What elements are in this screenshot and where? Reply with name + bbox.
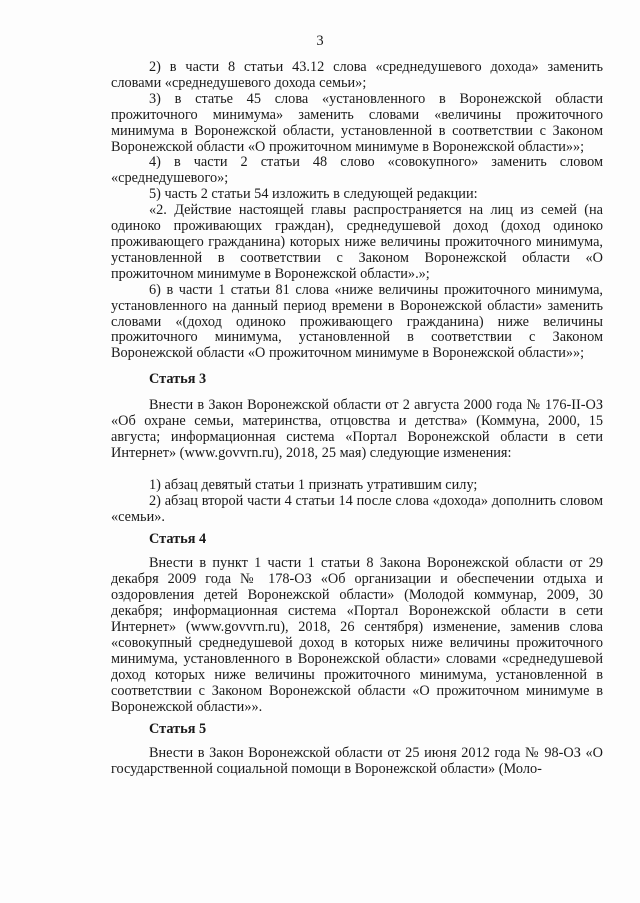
article-3-intro: Внести в Закон Воронежской области от 2 августа 2000 года № 176-II-ОЗ «Об охране семьи, материнства, отцовства и детства» (Коммуна, 2000, 15 августа; информационная система «Портал Воронежской области в сети Интернет» (www.govvrn.ru), 2018, 25 мая) следующие изменения: [111, 397, 603, 461]
paragraph-amendment-6: 6) в части 1 статьи 81 слова «ниже величины прожиточного минимума, установленного на данный период времени в Воронежской области» заменить словами «(доход одиноко проживающего гражданина) ниже величины прожиточного минимума, установленной в соответствии с Законом Воронежской области «О прожиточном минимуме в Воронежской области»»; [111, 281, 603, 362]
page-number: 3 [316, 33, 324, 49]
article-3-heading: Статья 3 [149, 371, 207, 388]
paragraph-amendment-2: 2) в части 8 статьи 43.12 слова «среднедушевого дохода» заменить словами «среднедушевого дохода семьи»; [111, 59, 603, 91]
article-4-text: Внести в пункт 1 части 1 статьи 8 Закона Воронежской области от 29 декабря 2009 года № 178-ОЗ «Об организации и обеспечении отдыха и оздоровления детей Воронежской области» (Молодой коммунар, 2009, 30 декабря; информационная система «Портал Воронежской области в сети Интернет» (www.govvrn.ru), 2018, 26 сентября) изменение, заменив слова «совокупный среднедушевой доход в которых ниже величины прожиточного минимума, установленного в Воронежской области» словами «среднедушевой доход которых ниже величины прожиточного минимума, установленной в соответствии с Законом Воронежской области «О прожиточном минимуме в Воронежской области»». [111, 555, 603, 715]
document-body [111, 60, 603, 778]
paragraph-amendment-3: 3) в статье 45 слова «установленного в Воронежской области прожиточного минимума» заменить словами «величины прожиточного минимума в Воронежской области, установленной в соответствии с Законом Воронежской области «О прожиточном минимуме в Воронежской области»»; [111, 90, 603, 155]
article-3-item-1: 1) абзац девятый статьи 1 признать утратившим силу; [149, 476, 478, 493]
article-3-item-2: 2) абзац второй части 4 статьи 14 после слова «дохода» дополнить словом «семьи». [111, 492, 603, 525]
article-5-text: Внести в Закон Воронежской области от 25 июня 2012 года № 98-ОЗ «О государственной социальной помощи в Воронежской области» (Моло- [111, 745, 603, 778]
paragraph-amendment-4: 4) в части 2 статьи 48 слово «совокупного» заменить словом «среднедушевого»; [111, 154, 603, 187]
paragraph-new-wording: «2. Действие настоящей главы распространяется на лиц из семей (на одиноко проживающих граждан), среднедушевой доход (доход одиноко проживающего гражданина) которых ниже величины прожиточного минимума, установленной в соответствии с Законом Воронежской области «О прожиточном минимуме в Воронежской области».»; [111, 202, 603, 282]
paragraph-amendment-5: 5) часть 2 статьи 54 изложить в следующей редакции: [149, 186, 478, 203]
article-5-heading: Статья 5 [149, 721, 207, 738]
article-4-heading: Статья 4 [149, 531, 207, 548]
